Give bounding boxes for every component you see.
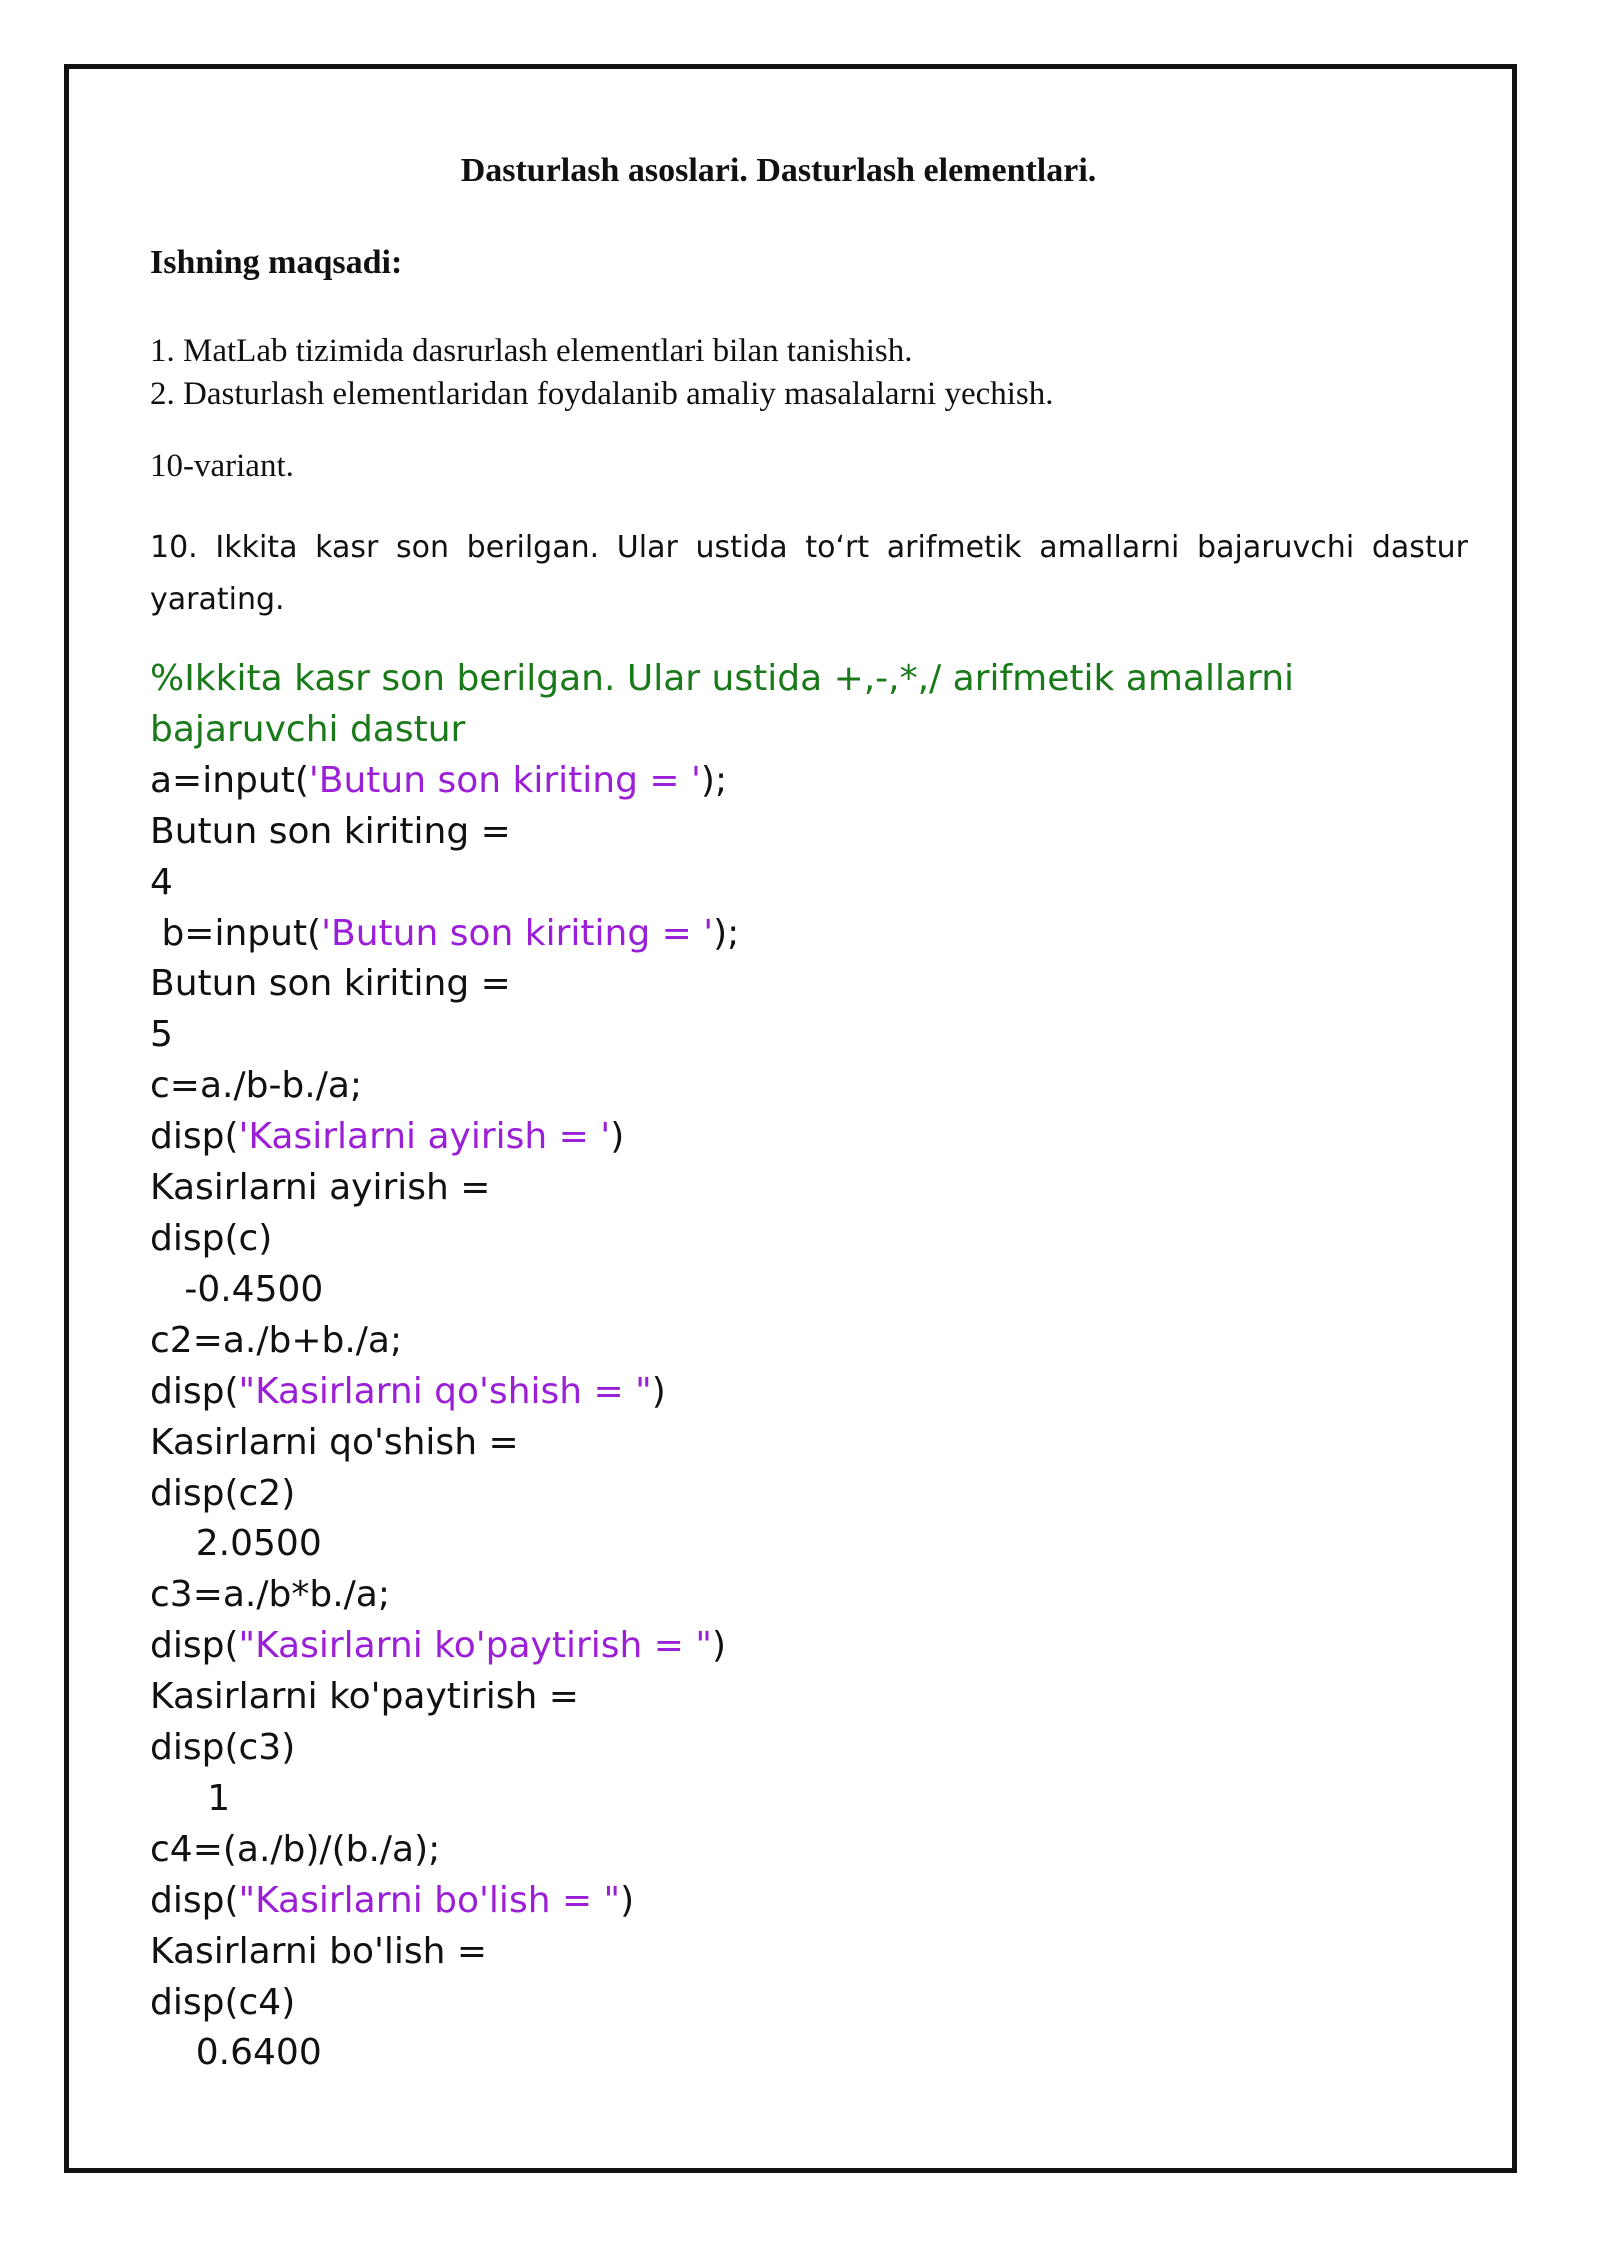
code-line: disp(c2) xyxy=(150,1472,296,1514)
output-line: 2.0500 xyxy=(150,1523,322,1565)
code-line: disp("Kasirlarni bo'lish = ") xyxy=(150,1879,635,1921)
output-line: 4 xyxy=(150,861,173,903)
document-title: Dasturlash asoslari. Dasturlash elementlari. xyxy=(460,152,1097,189)
code-string: "Kasirlarni ko'paytirish = " xyxy=(238,1625,712,1667)
output-line: Kasirlarni ko'paytirish = xyxy=(150,1676,579,1718)
code-line: disp(c) xyxy=(150,1217,273,1259)
output-line: Kasirlarni qo'shish = xyxy=(150,1421,519,1463)
code-line: b=input('Butun son kiriting = '); xyxy=(150,912,740,954)
output-line: 0.6400 xyxy=(150,2032,322,2074)
code-line: disp('Kasirlarni ayirish = ') xyxy=(150,1116,625,1158)
goal-list xyxy=(150,330,1054,416)
code-line: disp(c3) xyxy=(150,1727,296,1769)
code-line: c3=a./b*b./a; xyxy=(150,1574,390,1616)
code-comment: %Ikkita kasr son berilgan. Ular ustida +,-,*,/ arifmetik amallarni bajaruvchi dastur xyxy=(150,658,1295,750)
code-line: disp("Kasirlarni ko'paytirish = ") xyxy=(150,1625,727,1667)
code-line: a=input('Butun son kiriting = '); xyxy=(150,759,728,801)
code-string: "Kasirlarni bo'lish = " xyxy=(238,1879,621,1921)
code-string: "Kasirlarni qo'shish = " xyxy=(238,1370,652,1412)
task-statement: 10. Ikkita kasr son berilgan. Ular ustida to‘rt arifmetik amallarni bajaruvchi dastur yarating. xyxy=(150,530,1468,617)
code-string: 'Butun son kiriting = ' xyxy=(321,912,714,954)
goal-heading: Ishning maqsadi: xyxy=(150,244,403,281)
output-line: -0.4500 xyxy=(150,1268,324,1310)
output-line: Kasirlarni ayirish = xyxy=(150,1167,491,1209)
output-line: Butun son kiriting = xyxy=(150,963,511,1005)
output-line: 5 xyxy=(150,1014,173,1056)
variant-label: 10-variant. xyxy=(150,448,294,484)
output-line: 1 xyxy=(150,1777,231,1819)
code-line: c=a./b-b./a; xyxy=(150,1065,363,1107)
code-string: 'Kasirlarni ayirish = ' xyxy=(238,1116,611,1158)
output-line: Butun son kiriting = xyxy=(150,810,511,852)
output-line: Kasirlarni bo'lish = xyxy=(150,1930,488,1972)
code-line: c4=(a./b)/(b./a); xyxy=(150,1828,441,1870)
code-line: disp(c4) xyxy=(150,1981,296,2023)
code-listing xyxy=(150,654,1480,2079)
code-string: 'Butun son kiriting = ' xyxy=(308,759,701,801)
code-line: c2=a./b+b./a; xyxy=(150,1319,403,1361)
goal-item: 2. Dasturlash elementlaridan foydalanib amaliy masalalarni yechish. xyxy=(150,376,1054,412)
code-line: disp("Kasirlarni qo'shish = ") xyxy=(150,1370,666,1412)
goal-item: 1. MatLab tizimida dasrurlash elementlari bilan tanishish. xyxy=(150,333,913,369)
